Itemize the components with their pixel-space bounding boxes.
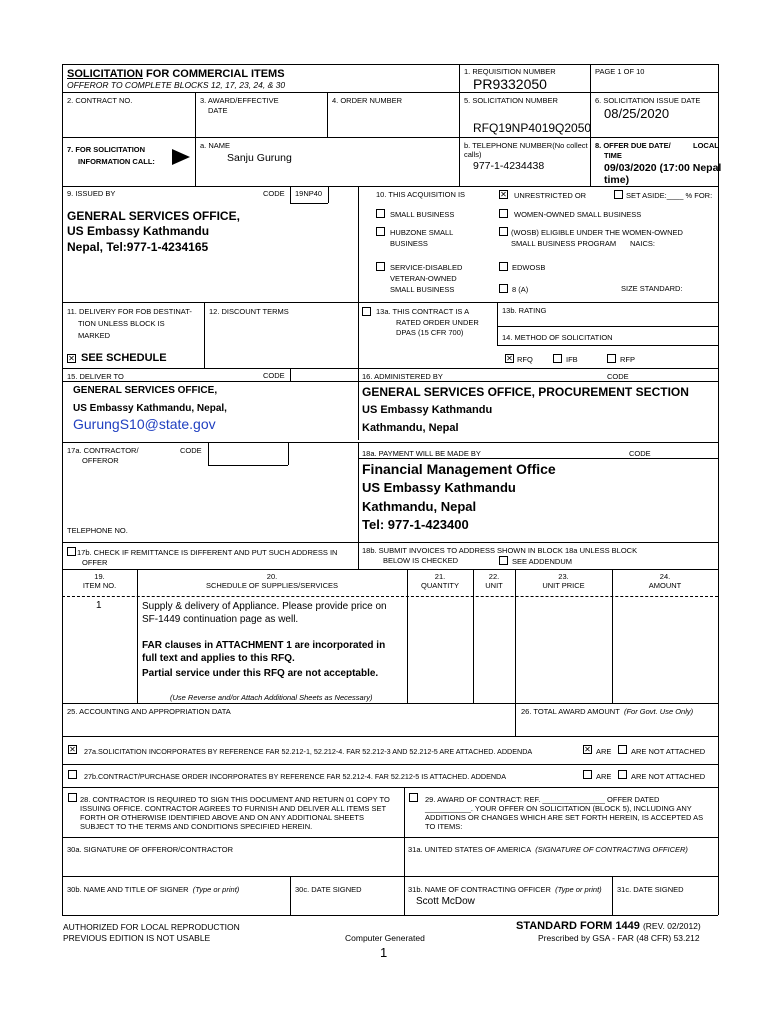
- set-aside-checkbox[interactable]: [614, 190, 623, 199]
- col-unit: 22. UNIT: [485, 572, 503, 590]
- issuing-office-1: GENERAL SERVICES OFFICE,: [67, 209, 240, 223]
- total-award-label: 26. TOTAL AWARD AMOUNT (For Govt. Use Only): [521, 707, 694, 716]
- order-number-label: 4. ORDER NUMBER: [332, 96, 403, 105]
- arrow-right-icon: [172, 149, 190, 165]
- form-title: FOR COMMERCIAL ITEMS: [142, 68, 285, 80]
- issuing-office-3: Nepal, Tel:977-1-4234165: [67, 240, 209, 254]
- payment-office-4: Tel: 977-1-423400: [362, 517, 469, 532]
- submit-invoices-label-2: BELOW IS CHECKED: [383, 556, 459, 565]
- deliver-to-line-2: US Embassy Kathmandu, Nepal,: [73, 403, 227, 414]
- ifb-label: IFB: [566, 355, 578, 364]
- date-signed-31c-label: 31c. DATE SIGNED: [617, 885, 684, 894]
- set-aside-label: SET ASIDE:____ % FOR:: [626, 191, 713, 200]
- footer-form-name: STANDARD FORM 1449 (REV. 02/2012): [516, 920, 701, 932]
- 27a-not-label: ARE NOT ATTACHED: [631, 747, 706, 756]
- telephone-label: b. TELEPHONE NUMBER(No collect: [464, 141, 588, 150]
- info-call-label-2: INFORMATION CALL:: [78, 157, 155, 166]
- rated-order-label: 13a. THIS CONTRACT IS A: [376, 307, 470, 316]
- col-schedule: 20. SCHEDULE OF SUPPLIES/SERVICES: [206, 572, 338, 590]
- 28-line-2: ISSUING OFFICE. CONTRACTOR AGREES TO FURNISH AND DELIVER ALL ITEMS SET: [80, 804, 387, 813]
- solicitation-number[interactable]: RFQ19NP4019Q2050: [473, 121, 592, 135]
- col-unit-price: 23. UNIT PRICE: [542, 572, 585, 590]
- rfp-label: RFP: [620, 355, 635, 364]
- contact-name[interactable]: Sanju Gurung: [227, 152, 292, 164]
- 28-line-4: SUBJECT TO THE TERMS AND CONDITIONS SPECIFIED HEREIN.: [80, 822, 313, 831]
- rating-label: 13b. RATING: [502, 306, 547, 315]
- deliver-to-code-label: CODE: [263, 371, 285, 380]
- offer-due-date[interactable]: 09/03/2020 (17:00 Nepal: [604, 162, 722, 174]
- offer-due-time-label: TIME: [604, 151, 622, 160]
- issued-by-code[interactable]: 19NP40: [295, 189, 323, 198]
- item-description-2: SF-1449 continuation page as well.: [142, 614, 299, 625]
- far-clauses-1: FAR clauses in ATTACHMENT 1 are incorporated in: [142, 640, 386, 651]
- rated-order-label-3: DPAS (15 CFR 700): [396, 328, 464, 337]
- award-date-label: 3. AWARD/EFFECTIVE: [200, 96, 279, 105]
- offer-due-label: 8. OFFER DUE DATE/: [595, 141, 671, 150]
- reverse-note: (Use Reverse and/or Attach Additional Sheets as Necessary): [170, 693, 373, 702]
- 28-line-3: FORTH OR OTHERWISE IDENTIFIED ABOVE AND ON ANY ADDITIONAL SHEETS: [80, 813, 364, 822]
- wosb-eligible-checkbox[interactable]: [499, 227, 508, 236]
- form-subtitle: OFFEROR TO COMPLETE BLOCKS 12, 17, 23, 24, & 30: [67, 80, 286, 90]
- issue-date[interactable]: 08/25/2020: [604, 106, 670, 121]
- small-business-checkbox[interactable]: [376, 209, 385, 218]
- col-quantity: 21. QUANTITY: [421, 572, 459, 590]
- unrestricted-checkbox[interactable]: ✕: [500, 190, 507, 199]
- remittance-checkbox[interactable]: [67, 547, 76, 556]
- 27b-are-checkbox[interactable]: [583, 770, 592, 779]
- 27a-not-checkbox[interactable]: [618, 745, 627, 754]
- submit-invoices-label: 18b. SUBMIT INVOICES TO ADDRESS SHOWN IN BLOCK 18a UNLESS BLOCK: [362, 546, 638, 555]
- sdvosb-label-3: SMALL BUSINESS: [390, 285, 455, 294]
- far-clauses-2: full text and applies to this RFQ.: [142, 653, 295, 664]
- 27a-are-label: ARE: [596, 747, 612, 756]
- wosb-label: WOMEN-OWNED SMALL BUSINESS: [514, 210, 642, 219]
- officer-name-label: 31b. NAME OF CONTRACTING OFFICER (Type or print): [408, 885, 602, 894]
- 29-line-3: ADDITIONS OR CHANGES WHICH ARE SET FORTH HEREIN, IS ACCEPTED AS: [425, 813, 704, 822]
- 28-checkbox[interactable]: [68, 793, 77, 802]
- 27a-checkbox[interactable]: ✕: [69, 745, 76, 754]
- footer-computer-generated: Computer Generated: [345, 933, 425, 943]
- solicitation-number-label: 5. SOLICITATION NUMBER: [464, 96, 558, 105]
- requisition-number[interactable]: PR9332050: [473, 76, 547, 92]
- remittance-label-2: OFFER: [82, 558, 108, 567]
- administered-by-label: 16. ADMINISTERED BY: [362, 372, 443, 381]
- wosb-eligible-label: (WOSB) ELIGIBLE UNDER THE WOMEN-OWNED: [511, 228, 683, 237]
- 29-checkbox[interactable]: [409, 793, 418, 802]
- issue-date-label: 6. SOLICITATION ISSUE DATE: [595, 96, 701, 105]
- rfp-checkbox[interactable]: [607, 354, 616, 363]
- item-description-1: Supply & delivery of Appliance. Please provide price on: [142, 601, 387, 612]
- requisition-label: 1. REQUISITION NUMBER: [464, 67, 556, 76]
- naics-label: NAICS:: [630, 239, 656, 248]
- 27b-label: 27b.CONTRACT/PURCHASE ORDER INCORPORATES BY REFERENCE FAR 52.212-4. FAR 52.212-5 IS ATTACHED. ADDENDA: [84, 772, 507, 781]
- 27a-label: 27a.SOLICITATION INCORPORATES BY REFERENCE FAR 52.212-1, 52.212-4. FAR 52.212-3 AND 52.212-5 ARE ATTACHED. ADDENDA: [84, 747, 533, 756]
- telephone-number[interactable]: 977-1-4234438: [473, 160, 545, 172]
- col-item-no: 19. ITEM NO.: [82, 572, 117, 590]
- total-award-note: (For Govt. Use Only): [623, 707, 694, 716]
- offer-due-local: LOCAL: [693, 141, 719, 150]
- payment-office-1: Financial Management Office: [362, 461, 556, 477]
- hubzone-label: HUBZONE SMALL: [390, 228, 454, 237]
- footer-previous: PREVIOUS EDITION IS NOT USABLE: [63, 933, 211, 943]
- page-number: 1: [380, 945, 388, 960]
- partial-service-note: Partial service under this RFQ are not acceptable.: [142, 668, 379, 679]
- method-label: 14. METHOD OF SOLICITATION: [502, 333, 613, 342]
- date-signed-30c-label: 30c. DATE SIGNED: [295, 885, 362, 894]
- delivery-fob-label-2: TION UNLESS BLOCK IS: [78, 319, 165, 328]
- see-schedule-label: SEE SCHEDULE: [81, 352, 167, 364]
- name-label: a. NAME: [200, 141, 231, 150]
- footer-prescribed: Prescribed by GSA - FAR (48 CFR) 53.212: [538, 933, 700, 943]
- see-addendum-checkbox[interactable]: [499, 556, 508, 565]
- 27a-are-checkbox[interactable]: ✕: [584, 745, 591, 754]
- deliver-to-label: 15. DELIVER TO: [67, 372, 124, 381]
- hubzone-checkbox[interactable]: [376, 227, 385, 236]
- size-standard-label: SIZE STANDARD:: [621, 284, 683, 293]
- deliver-to-line-1: GENERAL SERVICES OFFICE,: [73, 385, 218, 396]
- see-schedule-checkbox[interactable]: ✕: [68, 354, 75, 363]
- small-business-label: SMALL BUSINESS: [390, 210, 455, 219]
- payment-office-3: Kathmandu, Nepal: [362, 499, 477, 514]
- ifb-checkbox[interactable]: [553, 354, 562, 363]
- 29-line-1: 29. AWARD OF CONTRACT: REF. _______________ OFFER DATED: [425, 795, 660, 804]
- footer-authorized: AUTHORIZED FOR LOCAL REPRODUCTION: [63, 922, 240, 932]
- edwosb-checkbox[interactable]: [499, 262, 508, 271]
- accounting-label: 25. ACCOUNTING AND APPROPRIATION DATA: [67, 707, 231, 716]
- signer-name-label: 30b. NAME AND TITLE OF SIGNER (Type or print): [67, 885, 240, 894]
- signature-usa-label: 31a. UNITED STATES OF AMERICA (SIGNATURE OF CONTRACTING OFFICER): [408, 845, 688, 854]
- sdvosb-checkbox[interactable]: [376, 262, 385, 271]
- sdvosb-label-2: VETERAN-OWNED: [390, 274, 457, 283]
- sdvosb-label: SERVICE-DISABLED: [390, 263, 463, 272]
- issued-by-label: 9. ISSUED BY: [67, 189, 116, 198]
- contractor-label: 17a. CONTRACTOR/: [67, 446, 139, 455]
- wosb-checkbox[interactable]: [499, 209, 508, 218]
- delivery-fob-label-3: MARKED: [78, 331, 111, 340]
- administered-by-line-3: Kathmandu, Nepal: [362, 422, 459, 434]
- issuing-office-2: US Embassy Kathmandu: [67, 224, 210, 238]
- award-date-label-2: DATE: [208, 106, 228, 115]
- page-indicator: PAGE 1 OF 10: [595, 67, 645, 76]
- 28-line-1: 28. CONTRACTOR IS REQUIRED TO SIGN THIS DOCUMENT AND RETURN 01 COPY TO: [80, 795, 390, 804]
- remittance-label: 17b. CHECK IF REMITTANCE IS DIFFERENT AND PUT SUCH ADDRESS IN: [77, 548, 338, 557]
- 8a-checkbox[interactable]: [499, 284, 508, 293]
- 27b-not-checkbox[interactable]: [618, 770, 627, 779]
- rfq-label: RFQ: [517, 355, 533, 364]
- 27b-are-label: ARE: [596, 772, 612, 781]
- payment-by-label: 18a. PAYMENT WILL BE MADE BY: [362, 449, 481, 458]
- payment-code-label: CODE: [629, 449, 651, 458]
- administered-by-line-2: US Embassy Kathmandu: [362, 404, 493, 416]
- contractor-code-label: CODE: [180, 446, 202, 455]
- rated-order-checkbox[interactable]: [362, 307, 371, 316]
- see-addendum-label: SEE ADDENDUM: [512, 557, 573, 566]
- issued-by-code-label: CODE: [263, 189, 285, 198]
- payment-office-2: US Embassy Kathmandu: [362, 480, 516, 495]
- 29-line-4: TO ITEMS:: [425, 822, 463, 831]
- form-title-underlined: SOLICITATION: [67, 68, 143, 80]
- unrestricted-label: UNRESTRICTED OR: [514, 191, 587, 200]
- administered-by-code-label: CODE: [607, 372, 629, 381]
- signature-offeror-label: 30a. SIGNATURE OF OFFEROR/CONTRACTOR: [67, 845, 233, 854]
- telephone-no-label: TELEPHONE NO.: [67, 526, 128, 535]
- contractor-label-2: OFFEROR: [82, 456, 119, 465]
- rfq-checkbox[interactable]: ✕: [506, 354, 513, 363]
- telephone-label-2: calls): [464, 150, 482, 159]
- rated-order-label-2: RATED ORDER UNDER: [396, 318, 479, 327]
- item-number: 1: [96, 600, 102, 611]
- 8a-label: 8 (A): [512, 285, 529, 294]
- col-amount: 24. AMOUNT: [648, 572, 682, 590]
- 29-line-2: ___________. YOUR OFFER ON SOLICITATION (BLOCK 5), INCLUDING ANY: [425, 804, 692, 813]
- wosb-eligible-label-2: SMALL BUSINESS PROGRAM: [511, 239, 617, 248]
- info-call-label: 7. FOR SOLICITATION: [67, 145, 146, 154]
- contracting-officer-name: Scott McDow: [416, 896, 475, 907]
- hubzone-label-2: BUSINESS: [390, 239, 428, 248]
- offer-due-time: time): [604, 174, 630, 186]
- contract-no-label: 2. CONTRACT NO.: [67, 96, 133, 105]
- discount-terms-label: 12. DISCOUNT TERMS: [209, 307, 289, 316]
- 27b-not-label: ARE NOT ATTACHED: [631, 772, 706, 781]
- administered-by-line-1: GENERAL SERVICES OFFICE, PROCUREMENT SECTION: [362, 385, 689, 399]
- deliver-to-email[interactable]: GurungS10@state.gov: [73, 416, 216, 432]
- edwosb-label: EDWOSB: [512, 263, 546, 272]
- 27b-checkbox[interactable]: [68, 770, 77, 779]
- acquisition-label: 10. THIS ACQUISITION IS: [376, 190, 466, 199]
- delivery-fob-label: 11. DELIVERY FOR FOB DESTINAT-: [67, 307, 192, 316]
